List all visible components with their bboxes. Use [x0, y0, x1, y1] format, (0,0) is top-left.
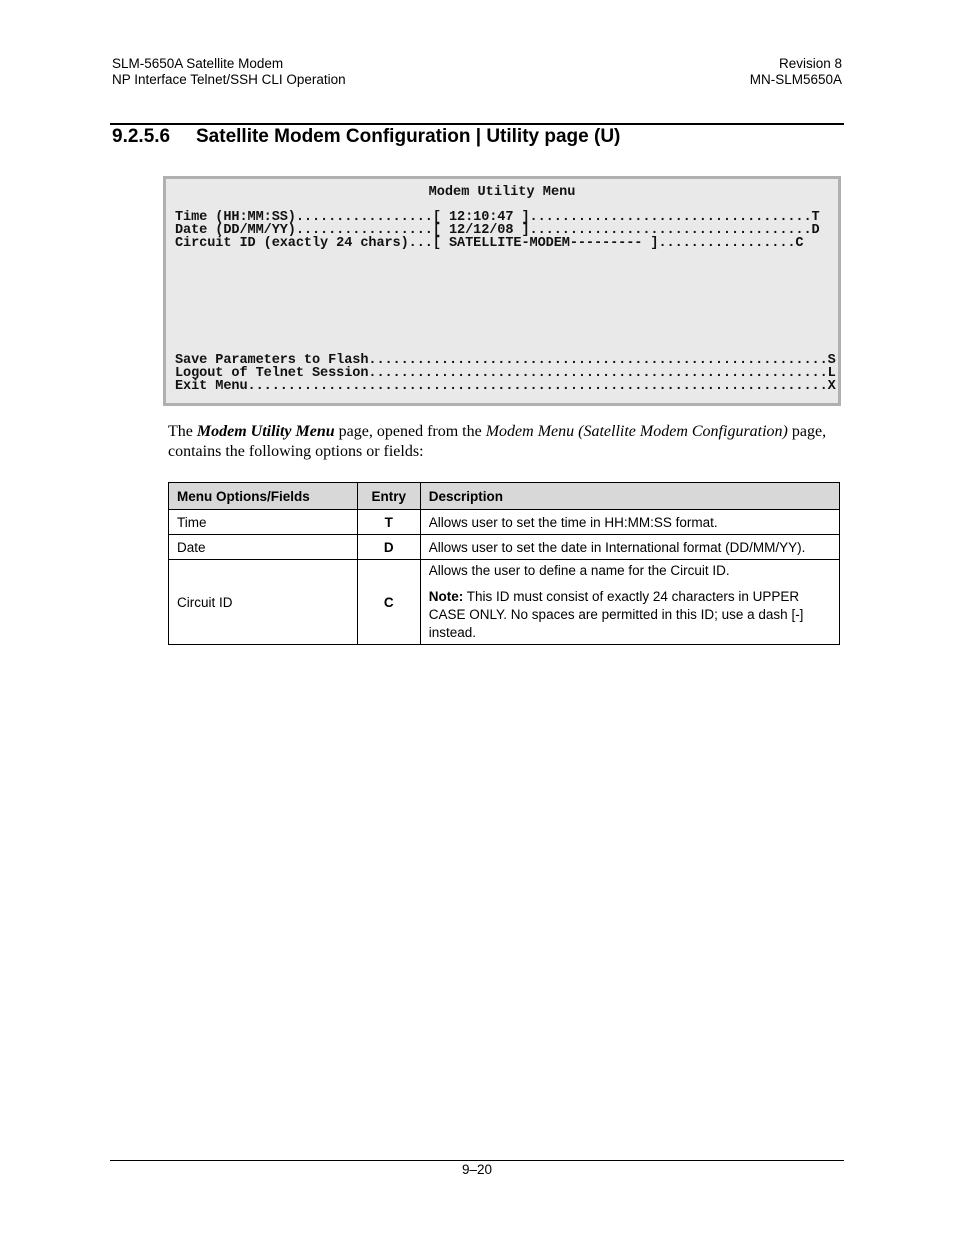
terminal-line-exit: Exit Menu........................................................................X	[175, 379, 836, 394]
section-number: 9.2.5.6	[112, 126, 171, 147]
terminal-line-circuit-id: Circuit ID (exactly 24 chars)...[ SATELLITE-MODEM--------- ].................C	[175, 236, 804, 251]
terminal-line-date: Date (DD/MM/YY).................[ 12/12/08 ]...................................D	[175, 223, 820, 238]
cell-entry: T	[357, 510, 420, 535]
description-text: Allows the user to define a name for the Circuit ID.	[428, 563, 730, 578]
header-product: SLM-5650A Satellite Modem	[112, 56, 284, 71]
section-title: Satellite Modem Configuration | Utility page (U)	[196, 126, 621, 147]
header-rule	[110, 123, 844, 125]
page-number: 9–20	[461, 1162, 493, 1177]
header-revision: Revision 8	[778, 56, 842, 71]
header-manual-number: MN-SLM5650A	[749, 72, 842, 87]
cell-description	[420, 560, 839, 645]
table-row	[169, 560, 840, 645]
page-header-left	[112, 56, 346, 88]
cell-field: Circuit ID	[169, 560, 358, 645]
header-menu-options: Menu Options/Fields	[169, 483, 358, 510]
terminal-menu-title: Modem Utility Menu	[428, 185, 576, 200]
terminal-line-logout: Logout of Telnet Session.........................................................L	[175, 366, 836, 381]
terminal-line-time: Time (HH:MM:SS).................[ 12:10:47 ]...................................T	[175, 210, 820, 225]
cell-field: Time	[169, 510, 358, 535]
intro-paragraph: The Modem Utility Menu page, opened from the Modem Menu (Satellite Modem Configuration) page, contains the following options or fields:	[168, 423, 827, 460]
header-entry: Entry	[357, 483, 420, 510]
table-row	[169, 535, 840, 560]
terminal-line-save: Save Parameters to Flash.........................................................S	[175, 353, 836, 368]
table-header-row	[169, 483, 840, 510]
menu-name-emphasis: Modem Utility Menu	[196, 423, 335, 440]
cell-field: Date	[169, 535, 358, 560]
cell-description: Allows user to set the time in HH:MM:SS format.	[420, 510, 839, 535]
header-description: Description	[420, 483, 839, 510]
description-note	[429, 588, 831, 642]
table-row	[169, 510, 840, 535]
cell-description: Allows user to set the date in International format (DD/MM/YY).	[420, 535, 839, 560]
note-text: This ID must consist of exactly 24 characters in UPPER CASE ONLY. No spaces are permitted in this ID; use a dash [-] instead.	[428, 589, 804, 640]
page-header-right	[750, 56, 842, 88]
parent-menu-name: Modem Menu (Satellite Modem Configuration)	[485, 423, 788, 440]
header-chapter: NP Interface Telnet/SSH CLI Operation	[112, 72, 346, 87]
note-label: Note:	[428, 589, 464, 604]
terminal-screenshot	[163, 176, 841, 406]
section-heading	[112, 126, 620, 148]
cell-entry: C	[357, 560, 420, 645]
cell-entry: D	[357, 535, 420, 560]
options-table	[168, 482, 840, 645]
footer-rule	[110, 1160, 844, 1161]
